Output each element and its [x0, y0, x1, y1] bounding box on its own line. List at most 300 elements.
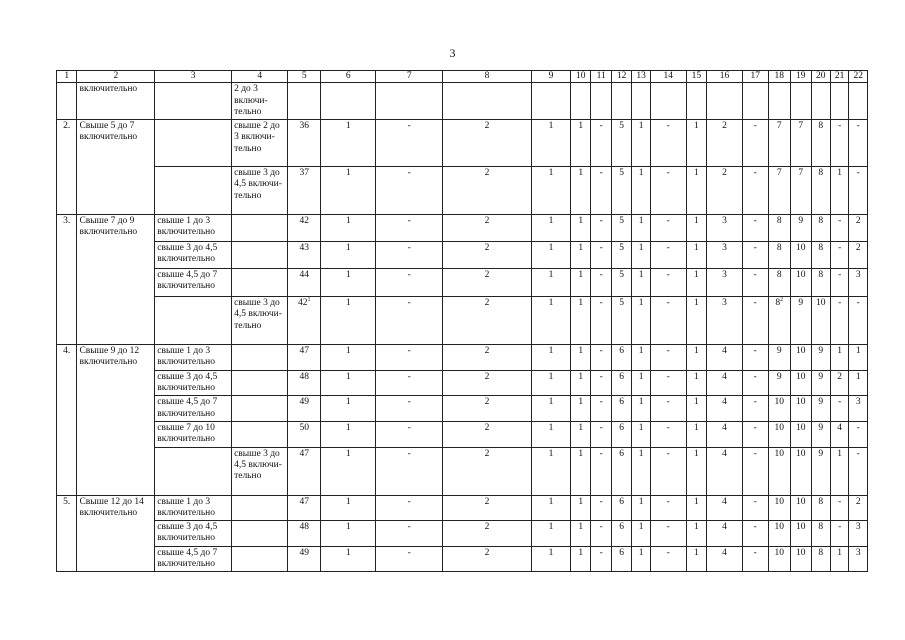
value-cell-text: 10: [796, 346, 806, 357]
value-cell: [632, 447, 650, 495]
value-cell-text: 6: [619, 496, 625, 507]
value-cell: [791, 83, 811, 120]
value-cell-text: 1: [578, 522, 584, 533]
value-cell-text: 2: [484, 298, 490, 309]
value-cell: [707, 83, 743, 120]
value-cell: [686, 495, 706, 521]
value-cell-text: 1: [693, 496, 699, 507]
value-cell-text: 4: [722, 371, 727, 382]
row-category-text: включительно: [79, 84, 138, 95]
value-cell: [321, 345, 376, 371]
value-cell: [686, 396, 706, 422]
value-cell: [650, 269, 686, 297]
value-cell: [532, 242, 571, 269]
value-cell: [591, 242, 611, 269]
value-cell: [376, 421, 443, 447]
value-cell: [611, 546, 631, 572]
value-cell-text: 1: [578, 448, 584, 459]
value-cell: [611, 215, 631, 242]
range-col-3-text: свыше 7 до 10 включительно: [157, 422, 215, 445]
range-col-4: [232, 297, 288, 345]
value-cell: [742, 521, 768, 547]
value-cell-text: 8: [818, 547, 824, 558]
range-col-3: [155, 242, 232, 269]
value-cell: [830, 120, 848, 167]
value-cell: [650, 421, 686, 447]
value-cell: [768, 495, 791, 521]
value-cell-text: 2: [484, 216, 490, 227]
value-cell: [707, 242, 743, 269]
value-cell: [849, 269, 868, 297]
value-cell: [742, 215, 768, 242]
column-header-text: 21: [834, 71, 845, 81]
value-cell: [768, 215, 791, 242]
value-cell: [707, 495, 743, 521]
table-body: [57, 71, 868, 572]
value-cell-text: 1: [345, 397, 351, 408]
value-cell: [532, 297, 571, 345]
value-cell: [650, 396, 686, 422]
value-cell: [650, 297, 686, 345]
value-cell: [611, 120, 631, 167]
value-cell: [591, 396, 611, 422]
value-cell-text: 1: [693, 422, 699, 433]
value-cell-text: 1: [548, 397, 554, 408]
footnote-marker: 2: [780, 297, 784, 304]
value-cell: [768, 83, 791, 120]
range-col-3: [155, 297, 232, 345]
row-number-text: 2.: [63, 121, 71, 132]
value-cell: [768, 370, 791, 396]
column-header: [288, 71, 321, 83]
value-cell: [830, 242, 848, 269]
value-cell: [768, 546, 791, 572]
range-col-4: [232, 167, 288, 215]
range-col-4-text: свыше 3 до 4,5 включи-тельно: [234, 168, 282, 201]
value-cell: [742, 447, 768, 495]
value-cell-text: 1: [578, 121, 584, 132]
value-cell: [650, 215, 686, 242]
value-cell-text: 1: [638, 346, 644, 357]
value-cell-text: 48: [299, 371, 310, 382]
value-cell-text: 1: [693, 448, 699, 459]
value-cell-text: 10: [796, 397, 806, 408]
value-cell: [376, 120, 443, 167]
value-cell-text: 10: [796, 547, 806, 558]
value-cell: [849, 521, 868, 547]
value-cell-text: -: [407, 346, 411, 357]
value-cell-text: -: [753, 270, 757, 281]
value-cell-text: 3: [722, 270, 727, 281]
value-cell-text: 2: [722, 168, 727, 179]
value-cell: [849, 495, 868, 521]
value-cell: [442, 546, 531, 572]
value-cell-text: 1: [548, 270, 554, 281]
column-header: [155, 71, 232, 83]
value-cell-text: -: [838, 397, 842, 408]
value-cell-text: 9: [798, 298, 804, 309]
value-cell: [742, 297, 768, 345]
value-cell: [321, 120, 376, 167]
value-cell-text: -: [753, 397, 757, 408]
value-cell: [632, 83, 650, 120]
value-cell-text: 42: [299, 216, 310, 227]
range-col-3: [155, 370, 232, 396]
value-cell: [321, 297, 376, 345]
table-row: [57, 215, 868, 242]
value-cell-text: 10: [774, 448, 785, 459]
value-cell-text: 1: [345, 216, 351, 227]
table-row: [57, 83, 868, 120]
value-cell-text: 2: [722, 121, 727, 132]
value-cell-text: -: [666, 448, 670, 459]
value-cell: [849, 120, 868, 167]
value-cell-text: 6: [619, 346, 625, 357]
column-header-text: 5: [301, 71, 307, 81]
value-cell-text: 10: [796, 496, 806, 507]
value-cell: [321, 83, 376, 120]
value-cell-text: 3: [855, 397, 861, 408]
column-header-text: 2: [113, 71, 119, 81]
value-cell: [591, 167, 611, 215]
value-cell-text: -: [666, 547, 670, 558]
value-cell-text: -: [753, 121, 757, 132]
value-cell-text: 7: [776, 121, 782, 132]
value-cell: [791, 120, 811, 167]
value-cell-text: -: [753, 422, 757, 433]
value-cell-text: -: [753, 448, 757, 459]
value-cell: [632, 297, 650, 345]
value-cell: [532, 447, 571, 495]
column-header: [232, 71, 288, 83]
value-cell: [611, 345, 631, 371]
row-number: [57, 83, 77, 120]
value-cell-text: -: [599, 371, 603, 382]
value-cell: [707, 370, 743, 396]
value-cell: [288, 215, 321, 242]
value-cell-text: 1: [548, 243, 554, 254]
value-cell-text: 4: [722, 422, 727, 433]
range-col-3: [155, 167, 232, 215]
value-cell-text: 10: [796, 422, 806, 433]
value-cell: [650, 546, 686, 572]
value-cell: [442, 83, 531, 120]
value-cell-text: 1: [578, 243, 584, 254]
range-col-3: [155, 447, 232, 495]
value-cell-text: 4: [722, 346, 727, 357]
value-cell: [650, 345, 686, 371]
value-cell-text: 1: [345, 547, 351, 558]
range-col-4: [232, 546, 288, 572]
value-cell: [611, 269, 631, 297]
value-cell: [849, 546, 868, 572]
value-cell: [442, 167, 531, 215]
value-cell: [830, 521, 848, 547]
value-cell: [611, 521, 631, 547]
value-cell-text: -: [838, 298, 842, 309]
value-cell-text: 6: [619, 397, 625, 408]
value-cell-text: 10: [796, 448, 806, 459]
value-cell-text: 1: [693, 397, 699, 408]
value-cell-text: 1: [638, 121, 644, 132]
value-cell: [830, 370, 848, 396]
value-cell-text: 9: [818, 397, 824, 408]
value-cell-text: 48: [299, 522, 310, 533]
value-cell-text: 49: [299, 547, 310, 558]
value-cell-text: 6: [619, 422, 625, 433]
value-cell: [768, 447, 791, 495]
value-cell-text: 2: [484, 547, 490, 558]
value-cell: [650, 167, 686, 215]
value-cell: [686, 521, 706, 547]
value-cell-text: 4: [722, 496, 727, 507]
value-cell-text: 4: [722, 547, 727, 558]
value-cell: [768, 521, 791, 547]
value-cell-text: -: [753, 298, 757, 309]
value-cell-text: -: [753, 547, 757, 558]
value-cell-text: -: [407, 496, 411, 507]
value-cell-text: -: [407, 448, 411, 459]
value-cell: [570, 297, 590, 345]
value-cell-text: 1: [578, 496, 584, 507]
value-cell-text: 1: [578, 547, 584, 558]
value-cell-text: -: [666, 397, 670, 408]
range-col-3-text: свыше 4,5 до 7 включительно: [157, 547, 218, 570]
value-cell: [611, 421, 631, 447]
value-cell: [288, 521, 321, 547]
range-col-3: [155, 120, 232, 167]
column-header: [849, 71, 868, 83]
value-cell: [650, 83, 686, 120]
value-cell-text: 1: [855, 371, 861, 382]
value-cell: [830, 421, 848, 447]
value-cell-text: -: [407, 168, 411, 179]
value-cell-text: -: [666, 522, 670, 533]
row-number-text: 4.: [63, 346, 71, 357]
value-cell: [321, 521, 376, 547]
value-cell: [791, 167, 811, 215]
value-cell-text: 37: [299, 168, 310, 179]
row-category: [77, 215, 155, 345]
value-cell: [791, 269, 811, 297]
value-cell-text: 4: [722, 448, 727, 459]
value-cell-text: -: [407, 298, 411, 309]
value-cell-text: 1: [578, 397, 584, 408]
value-cell-text: 1: [548, 547, 554, 558]
value-cell-text: -: [666, 216, 670, 227]
value-cell-text: 1: [693, 346, 699, 357]
table-row: [57, 521, 868, 547]
value-cell: [532, 521, 571, 547]
value-cell-text: 8: [775, 298, 781, 309]
value-cell-text: 9: [818, 448, 824, 459]
row-number: [57, 120, 77, 215]
value-cell: [686, 167, 706, 215]
value-cell: [632, 120, 650, 167]
value-cell: [849, 396, 868, 422]
value-cell-text: 6: [619, 448, 625, 459]
value-cell-text: 10: [774, 496, 785, 507]
value-cell: [376, 546, 443, 572]
value-cell: [811, 521, 830, 547]
value-cell-text: 5: [619, 298, 625, 309]
value-cell-text: 1: [548, 371, 554, 382]
value-cell: [376, 269, 443, 297]
column-header: [532, 71, 571, 83]
value-cell: [742, 120, 768, 167]
value-cell-text: 5: [619, 270, 625, 281]
value-cell-text: 1: [578, 346, 584, 357]
value-cell-text: 1: [855, 346, 861, 357]
value-cell: [288, 83, 321, 120]
value-cell: [288, 546, 321, 572]
column-header: [442, 71, 531, 83]
value-cell: [830, 447, 848, 495]
value-cell-text: 8: [776, 270, 782, 281]
value-cell-text: -: [599, 168, 603, 179]
value-cell-text: 1: [638, 496, 644, 507]
value-cell: [442, 421, 531, 447]
value-cell: [686, 447, 706, 495]
value-cell: [849, 370, 868, 396]
value-cell: [288, 297, 321, 345]
value-cell: [591, 521, 611, 547]
value-cell: [632, 495, 650, 521]
column-header: [707, 71, 743, 83]
range-col-4-text: свыше 3 до 4,5 включи-тельно: [234, 448, 282, 482]
value-cell-text: -: [407, 270, 411, 281]
value-cell: [570, 120, 590, 167]
value-cell: [611, 495, 631, 521]
range-col-3-text: свыше 3 до 4,5 включительно: [157, 522, 218, 544]
value-cell: [591, 120, 611, 167]
header-row: [57, 71, 868, 83]
column-header-text: 11: [596, 71, 606, 81]
value-cell: [811, 447, 830, 495]
value-cell-text: 2: [484, 371, 490, 382]
value-cell: [811, 215, 830, 242]
column-header-text: 16: [719, 71, 730, 81]
value-cell-text: 2: [855, 496, 861, 507]
value-cell: [376, 297, 443, 345]
value-cell-text: -: [753, 522, 757, 533]
value-cell: [570, 396, 590, 422]
value-cell: [570, 521, 590, 547]
range-col-3-text: свыше 3 до 4,5 включительно: [157, 371, 218, 394]
value-cell-text: 1: [548, 522, 554, 533]
value-cell-text: 4: [722, 397, 727, 408]
value-cell: [768, 345, 791, 371]
value-cell: [849, 215, 868, 242]
value-cell: [650, 120, 686, 167]
table-row: [57, 269, 868, 297]
value-cell-text: -: [666, 346, 670, 357]
value-cell: [570, 83, 590, 120]
value-cell-text: 1: [548, 496, 554, 507]
value-cell: [742, 421, 768, 447]
column-header-text: 20: [815, 71, 826, 81]
value-cell: [791, 345, 811, 371]
value-cell: [611, 447, 631, 495]
value-cell: [811, 396, 830, 422]
value-cell-text: 10: [774, 397, 785, 408]
value-cell-text: 1: [578, 371, 584, 382]
column-header: [57, 71, 77, 83]
value-cell-text: 1: [345, 371, 351, 382]
value-cell: [791, 370, 811, 396]
column-header-text: 1: [64, 71, 70, 81]
column-header-text: 9: [548, 71, 554, 81]
value-cell: [288, 495, 321, 521]
value-cell-text: -: [407, 397, 411, 408]
row-category-text: Свыше 9 до 12 включительно: [79, 346, 140, 368]
value-cell-text: 10: [774, 547, 785, 558]
value-cell: [288, 345, 321, 371]
value-cell: [811, 269, 830, 297]
column-header: [686, 71, 706, 83]
value-cell: [849, 167, 868, 215]
range-col-4: [232, 83, 288, 120]
value-cell-text: 1: [548, 346, 554, 357]
value-cell: [376, 447, 443, 495]
value-cell: [591, 421, 611, 447]
value-cell-text: 1: [638, 270, 644, 281]
value-cell: [376, 495, 443, 521]
value-cell-text: 2: [484, 346, 490, 357]
value-cell-text: -: [856, 298, 860, 309]
value-cell: [830, 83, 848, 120]
value-cell: [650, 521, 686, 547]
value-cell: [591, 297, 611, 345]
range-col-4: [232, 421, 288, 447]
range-col-4-text: свыше 3 до 4,5 включи-тельно: [234, 298, 282, 331]
value-cell-text: 4: [722, 522, 727, 533]
value-cell-text: 8: [818, 243, 824, 254]
value-cell-text: -: [599, 243, 603, 254]
value-cell: [791, 421, 811, 447]
value-cell: [632, 421, 650, 447]
value-cell-text: 1: [638, 216, 644, 227]
value-cell-text: -: [407, 243, 411, 254]
value-cell: [791, 215, 811, 242]
value-cell: [686, 421, 706, 447]
column-header-text: 19: [796, 71, 806, 81]
value-cell-text: 3: [722, 243, 727, 254]
column-header: [650, 71, 686, 83]
value-cell-text: 1: [548, 422, 554, 433]
value-cell: [591, 269, 611, 297]
value-cell: [707, 345, 743, 371]
value-cell-text: 5: [619, 121, 625, 132]
column-header: [376, 71, 443, 83]
value-cell: [288, 421, 321, 447]
value-cell: [811, 495, 830, 521]
value-cell: [570, 215, 590, 242]
value-cell: [768, 421, 791, 447]
table-row: [57, 447, 868, 495]
value-cell-text: 1: [693, 298, 699, 309]
range-col-3: [155, 521, 232, 547]
value-cell: [532, 269, 571, 297]
value-cell: [321, 421, 376, 447]
value-cell: [791, 297, 811, 345]
value-cell: [611, 167, 631, 215]
value-cell-text: 6: [619, 522, 625, 533]
value-cell-text: 8: [818, 522, 824, 533]
range-col-3: [155, 546, 232, 572]
value-cell-text: 8: [818, 216, 824, 227]
value-cell-text: 10: [796, 371, 806, 382]
